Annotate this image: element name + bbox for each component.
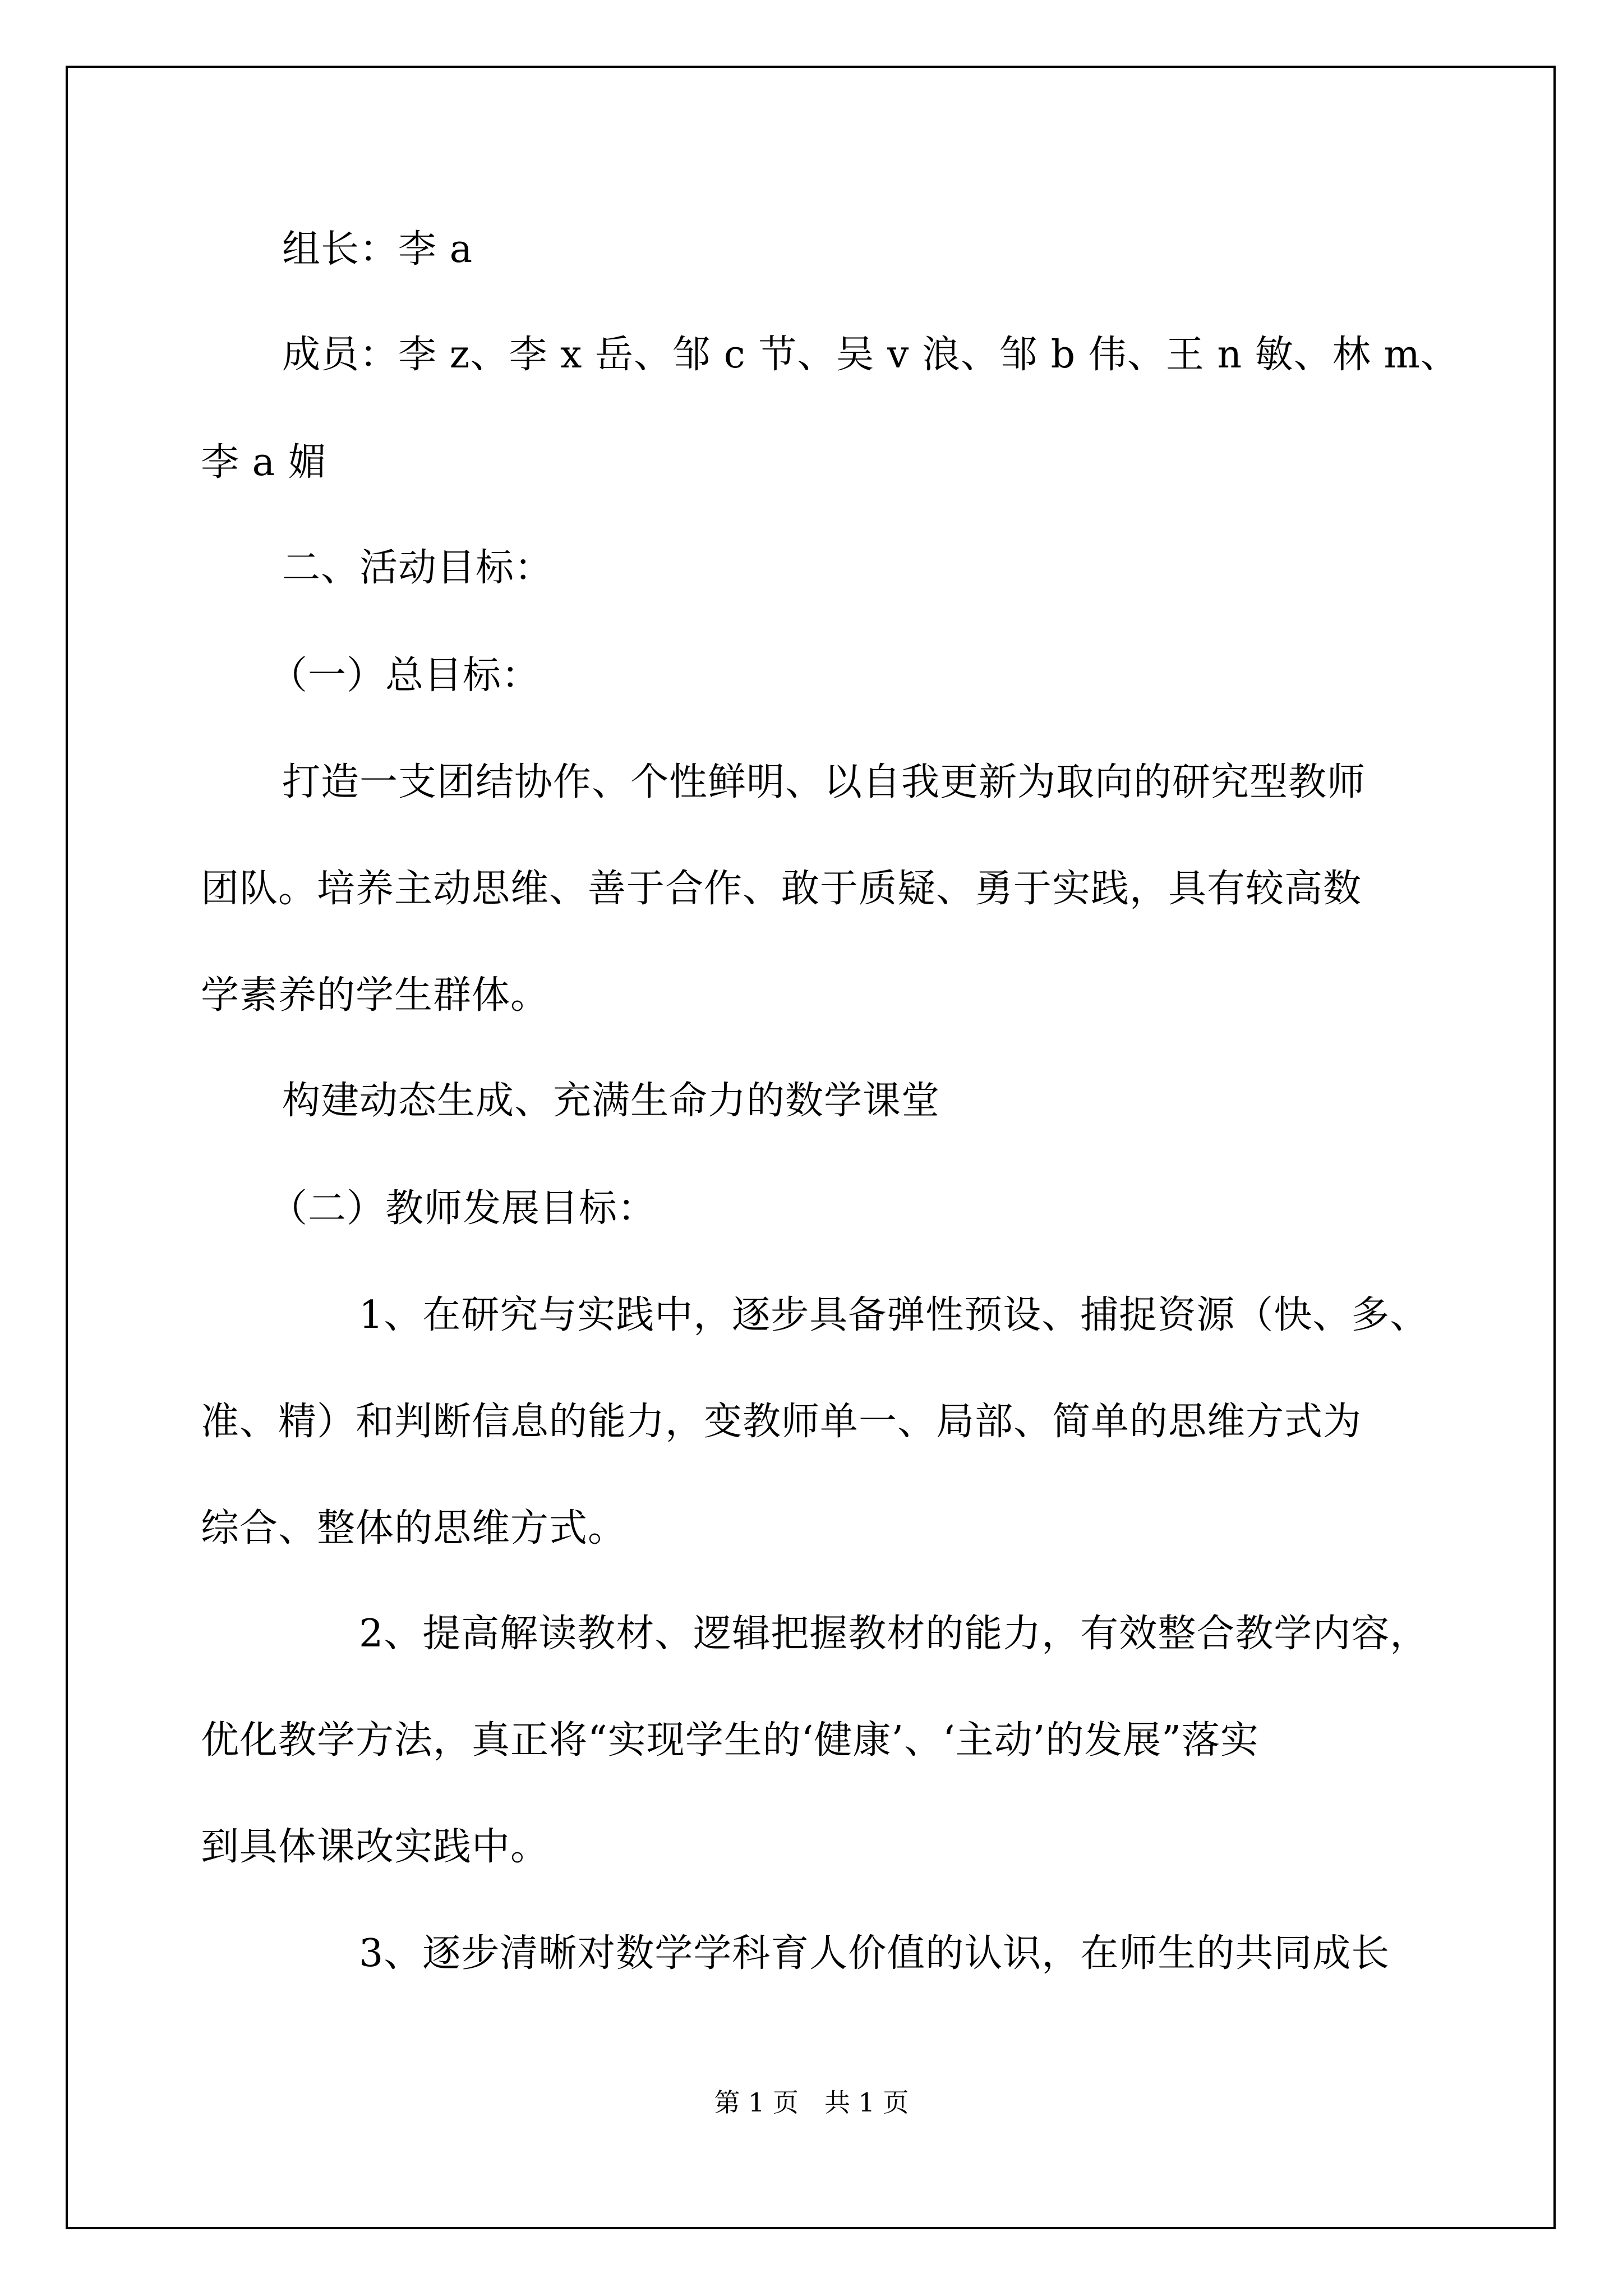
subheading-overall-goal: （一）总目标： — [269, 654, 541, 698]
list-item-2-continued: 优化教学方法，真正将“实现学生的‘健康’、‘主动’的发展”落实 — [201, 1718, 1259, 1763]
list-item-1-continued: 准、精）和判断信息的能力，变教师单一、局部、简单的思维方式为 — [201, 1400, 1362, 1444]
list-item-1-continued: 综合、整体的思维方式。 — [201, 1506, 627, 1550]
paragraph-line: 学素养的学生群体。 — [201, 973, 550, 1018]
list-item-3: 3、逐步清晰对数学学科育人价值的认识，在师生的共同成长 — [359, 1931, 1390, 1976]
list-item-2-continued: 到具体课改实践中。 — [201, 1825, 550, 1869]
list-item-1: 1、在研究与实践中，逐步具备弹性预设、捕捉资源（快、多、 — [359, 1293, 1429, 1337]
page-border — [66, 66, 1556, 2229]
members-line-continued: 李 a 媚 — [201, 440, 327, 485]
paragraph-line: 团队。培养主动思维、善于合作、敢于质疑、勇于实践，具有较高数 — [201, 867, 1362, 911]
page-number-footer: 第 1 页 共 1 页 — [714, 2087, 909, 2118]
paragraph-line: 打造一支团结协作、个性鲜明、以自我更新为取向的研究型教师 — [282, 760, 1366, 804]
paragraph-line: 构建动态生成、充满生命力的数学课堂 — [282, 1079, 940, 1123]
members-line: 成员：李 z、李 x 岳、邹 c 节、吴 v 浪、邹 b 伟、王 n 敏、林 m、 — [282, 333, 1459, 377]
leader-line: 组长：李 a — [282, 227, 473, 272]
section-heading-goals: 二、活动目标： — [282, 546, 554, 590]
subheading-teacher-goals: （二）教师发展目标： — [269, 1186, 657, 1231]
list-item-2: 2、提高解读教材、逻辑把握教材的能力，有效整合教学内容， — [359, 1612, 1429, 1656]
